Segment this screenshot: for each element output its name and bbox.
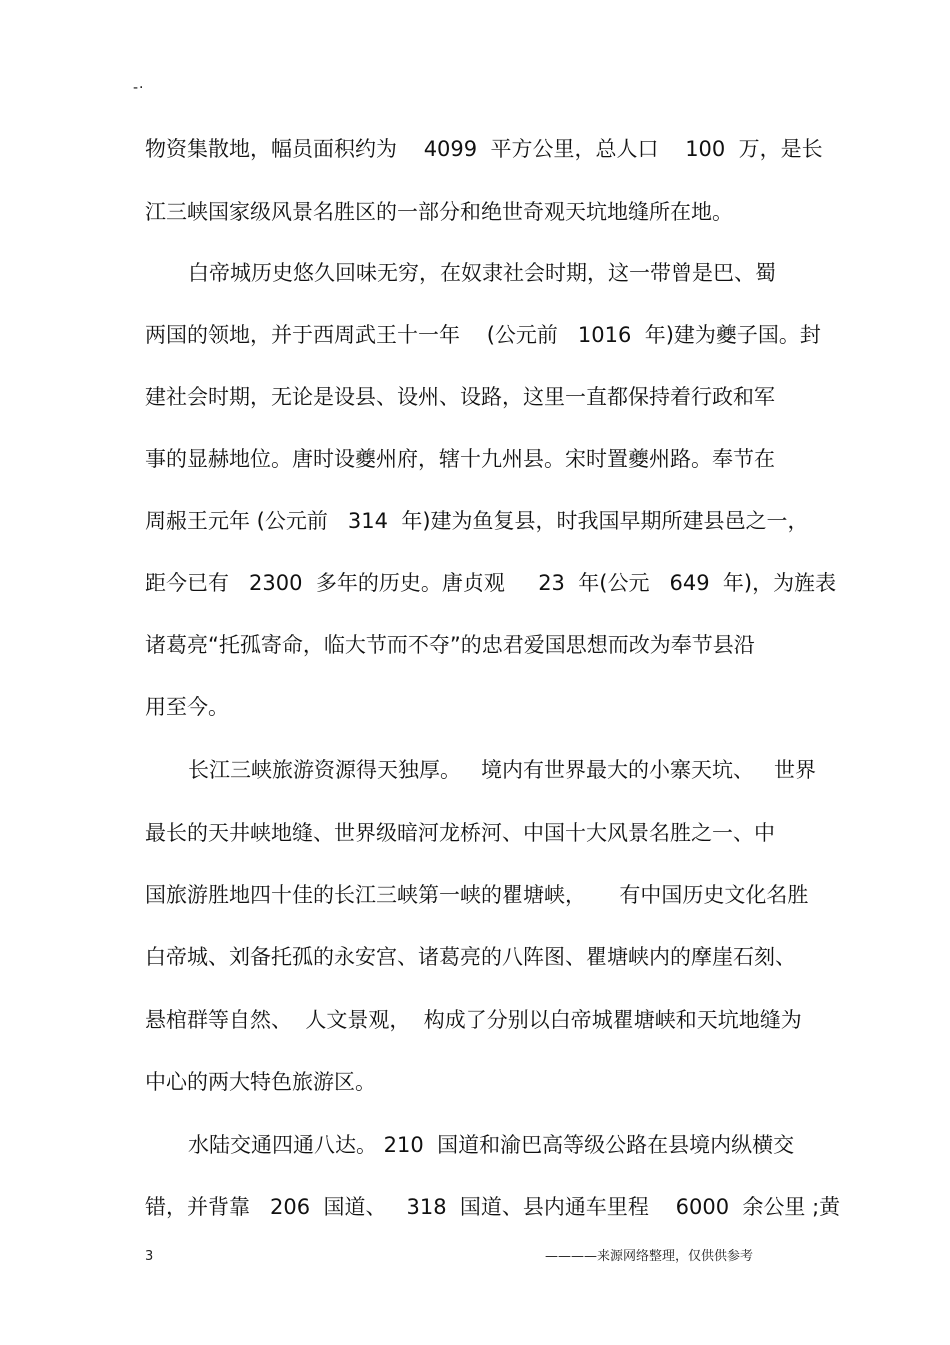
source-note: ————来源网络整理，仅供供参考 — [545, 1249, 754, 1264]
paragraph-2-line-1: 白帝城历史悠久回味无穷，在奴隶社会时期，这一带曾是巴、蜀 — [188, 261, 776, 285]
paragraph-3-line-4: 白帝城、刘备托孤的永安宫、诸葛亮的八阵图、瞿塘峡内的摩崖石刻、 — [145, 945, 796, 969]
paragraph-1-line-1: 物资集散地，幅员面积约为 4099 平方公里，总人口 100 万，是长 — [145, 137, 823, 161]
header-mark: -· — [133, 80, 145, 96]
paragraph-4-line-1: 水陆交通四通八达。 210 国道和渝巴高等级公路在县境内纵横交 — [188, 1133, 795, 1157]
paragraph-3-line-3: 国旅游胜地四十佳的长江三峡第一峡的瞿塘峡， 有中国历史文化名胜 — [145, 883, 809, 907]
paragraph-2-line-8: 用至今。 — [145, 695, 229, 719]
paragraph-2-line-6: 距今已有 2300 多年的历史。唐贞观 23 年(公元 649 年)，为旌表 — [145, 571, 837, 595]
paragraph-1-line-2: 江三峡国家级风景名胜区的一部分和绝世奇观天坑地缝所在地。 — [145, 200, 733, 224]
paragraph-3-line-6: 中心的两大特色旅游区。 — [145, 1070, 376, 1094]
paragraph-2-line-2: 两国的领地，并于西周武王十一年 (公元前 1016 年)建为夔子国。封 — [145, 323, 821, 347]
paragraph-2-line-3: 建社会时期，无论是设县、设州、设路，这里一直都保持着行政和军 — [145, 385, 775, 409]
paragraph-4-line-2: 错，并背靠 206 国道、 318 国道、县内通车里程 6000 余公里 ;黄 — [145, 1195, 841, 1219]
paragraph-3-line-5: 悬棺群等自然、 人文景观， 构成了分别以白帝城瞿塘峡和天坑地缝为 — [145, 1008, 802, 1032]
paragraph-3-line-2: 最长的天井峡地缝、世界级暗河龙桥河、中国十大风景名胜之一、中 — [145, 821, 775, 845]
paragraph-2-line-7: 诸葛亮“托孤寄命，临大节而不夺”的忠君爱国思想而改为奉节县沿 — [145, 633, 755, 657]
paragraph-2-line-4: 事的显赫地位。唐时设夔州府，辖十九州县。宋时置夔州路。奉节在 — [145, 447, 775, 471]
paragraph-3-line-1: 长江三峡旅游资源得天独厚。 境内有世界最大的小寨天坑、 世界 — [188, 758, 817, 782]
paragraph-2-line-5: 周赧王元年 (公元前 314 年)建为鱼复县，时我国早期所建县邑之一， — [145, 509, 809, 533]
page-number: 3 — [145, 1249, 154, 1264]
